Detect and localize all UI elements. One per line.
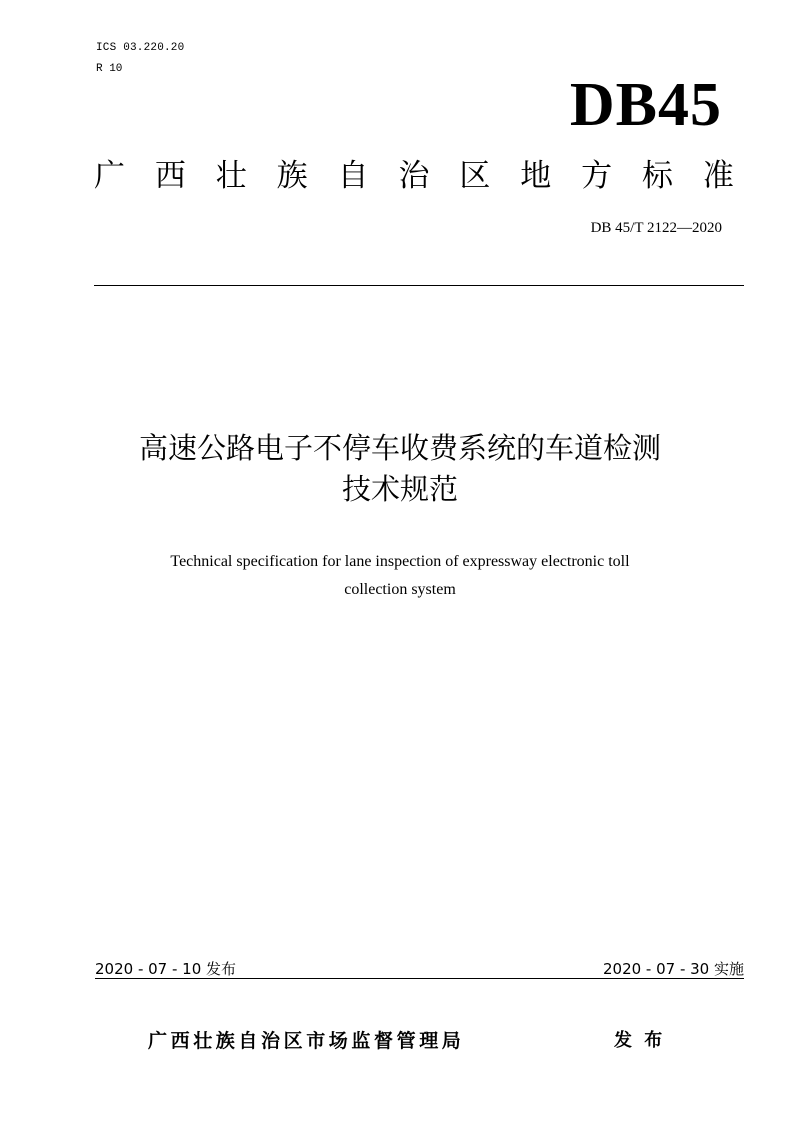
publisher-name: 广西壮族自治区市场监督管理局	[148, 1030, 465, 1052]
standard-type-char: 区	[459, 158, 491, 194]
chinese-title	[60, 428, 740, 510]
standard-code-mark: DB45	[569, 71, 722, 139]
ccs-code: R 10	[96, 63, 123, 75]
chinese-title-line: 高速公路电子不停车收费系统的车道检测	[138, 431, 661, 465]
standard-type-char: 治	[398, 158, 430, 194]
implementation-date: 2020 - 07 - 30 实施	[602, 960, 744, 978]
standard-type-char: 西	[154, 158, 186, 194]
standard-number: DB 45/T 2122—2020	[590, 220, 722, 236]
standard-type-char: 标	[642, 158, 674, 194]
standard-type-char: 自	[337, 158, 369, 194]
standard-type-char: 广	[94, 158, 125, 194]
standard-type-char: 壮	[215, 158, 247, 194]
standard-type-char: 族	[276, 158, 308, 194]
standard-type-char: 方	[581, 158, 613, 194]
date-divider	[95, 978, 744, 979]
standard-type-heading	[94, 156, 734, 196]
standard-type-char: 地	[520, 158, 552, 194]
english-title-line: Technical specification for lane inspection of expressway electronic toll	[170, 553, 630, 570]
header-divider	[94, 285, 744, 286]
standard-type-char: 准	[702, 158, 734, 194]
english-title	[100, 548, 700, 604]
chinese-title-line: 技术规范	[341, 472, 458, 506]
english-title-line: collection system	[344, 581, 456, 598]
issue-date: 2020 - 07 - 10 发布	[95, 960, 237, 978]
ics-code: ICS 03.220.20	[96, 42, 185, 54]
publish-label: 发 布	[614, 1030, 663, 1051]
